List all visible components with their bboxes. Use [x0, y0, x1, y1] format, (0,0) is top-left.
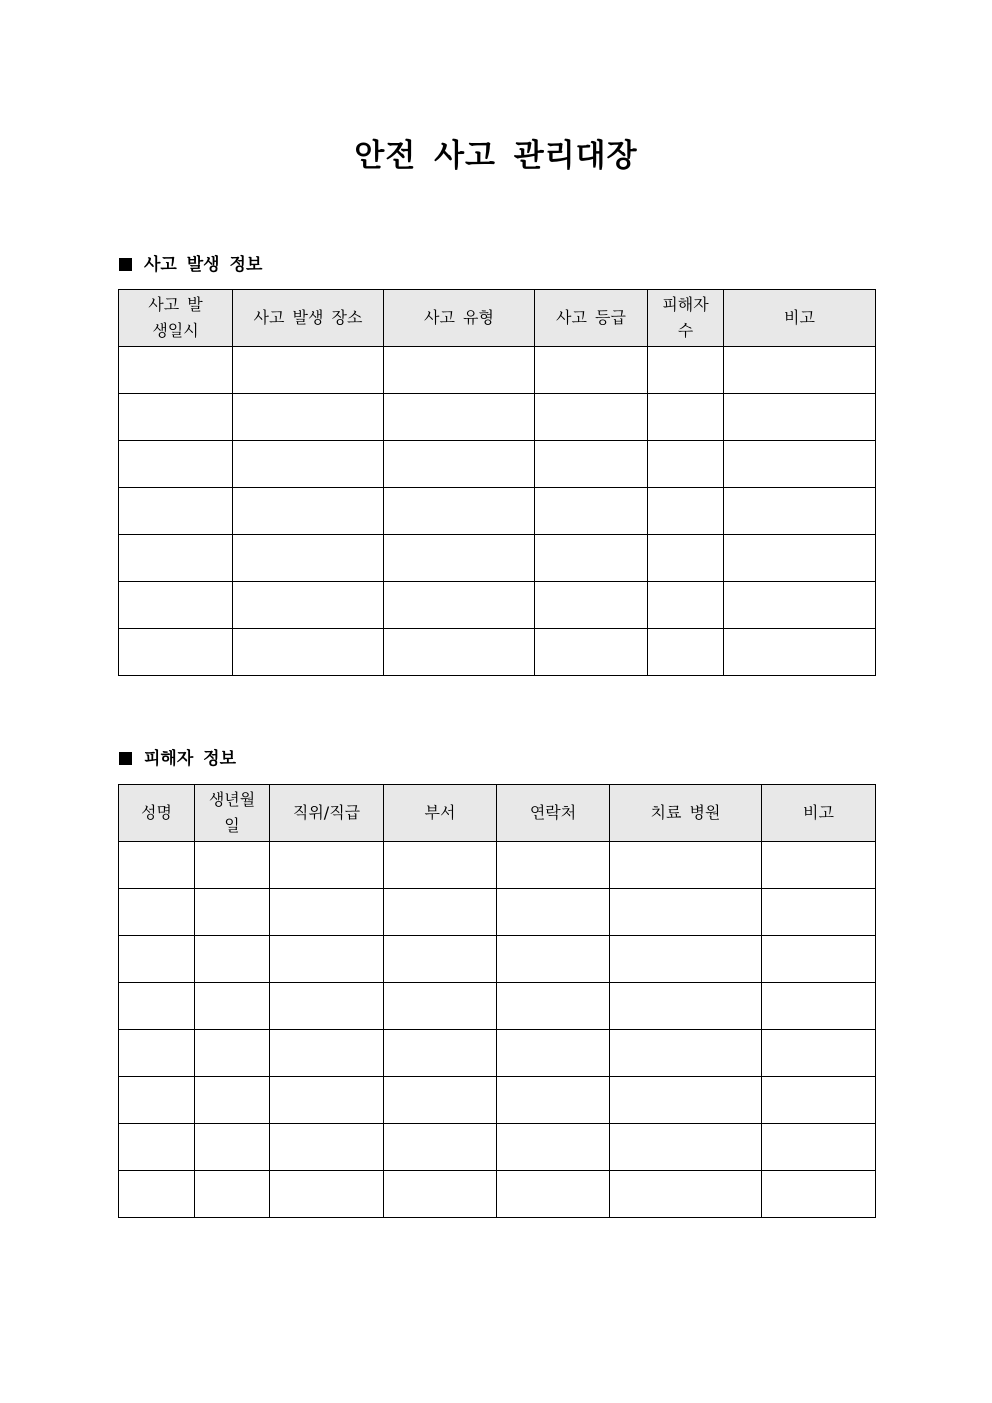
table-cell[interactable] — [119, 488, 233, 535]
table-cell[interactable] — [384, 394, 535, 441]
table-cell[interactable] — [195, 983, 270, 1030]
table-cell[interactable] — [384, 936, 497, 983]
accident-info-table — [118, 289, 876, 676]
table-row — [119, 394, 876, 441]
col-header-birthdate: 생년월일 — [195, 785, 270, 842]
table-cell[interactable] — [762, 983, 876, 1030]
table-cell[interactable] — [497, 842, 610, 889]
table-cell[interactable] — [648, 347, 724, 394]
table-cell[interactable] — [648, 582, 724, 629]
table-cell[interactable] — [270, 1171, 384, 1218]
table-cell[interactable] — [119, 1171, 195, 1218]
table-cell[interactable] — [195, 1077, 270, 1124]
table-cell[interactable] — [195, 1171, 270, 1218]
table-cell[interactable] — [119, 842, 195, 889]
table-cell[interactable] — [270, 889, 384, 936]
table-cell[interactable] — [724, 441, 876, 488]
table-row — [119, 1077, 876, 1124]
table-cell[interactable] — [119, 629, 233, 676]
table-cell[interactable] — [610, 936, 762, 983]
accident-info-heading — [119, 253, 262, 277]
table-cell[interactable] — [233, 535, 384, 582]
table-cell[interactable] — [762, 1077, 876, 1124]
col-header-grade: 사고 등급 — [535, 290, 648, 347]
table-cell[interactable] — [648, 535, 724, 582]
table-cell[interactable] — [384, 441, 535, 488]
table-cell[interactable] — [195, 1030, 270, 1077]
table-row — [119, 441, 876, 488]
col-header-position: 직위/직급 — [270, 785, 384, 842]
table-cell[interactable] — [610, 983, 762, 1030]
table-row — [119, 889, 876, 936]
col-header-datetime: 사고 발생일시 — [119, 290, 233, 347]
table-row — [119, 629, 876, 676]
accident-header-row — [119, 290, 876, 347]
table-row — [119, 842, 876, 889]
table-cell[interactable] — [270, 983, 384, 1030]
table-cell[interactable] — [270, 936, 384, 983]
table-cell[interactable] — [648, 441, 724, 488]
table-row — [119, 1124, 876, 1171]
table-cell[interactable] — [195, 889, 270, 936]
table-cell[interactable] — [195, 936, 270, 983]
table-cell[interactable] — [119, 1124, 195, 1171]
victim-info-heading — [119, 747, 236, 771]
table-cell[interactable] — [497, 936, 610, 983]
table-cell[interactable] — [762, 1124, 876, 1171]
table-cell[interactable] — [384, 842, 497, 889]
table-cell[interactable] — [648, 488, 724, 535]
table-row — [119, 347, 876, 394]
table-cell[interactable] — [233, 394, 384, 441]
table-cell[interactable] — [610, 1171, 762, 1218]
table-cell[interactable] — [119, 1030, 195, 1077]
table-cell[interactable] — [535, 441, 648, 488]
accident-table-body — [119, 347, 876, 676]
accident-info-heading-text: 사고 발생 정보 — [144, 255, 263, 275]
square-bullet-icon — [119, 258, 132, 271]
table-cell[interactable] — [384, 1124, 497, 1171]
table-cell[interactable] — [762, 1030, 876, 1077]
table-cell[interactable] — [610, 1124, 762, 1171]
col-header-remarks: 비고 — [724, 290, 876, 347]
table-row — [119, 1171, 876, 1218]
table-row — [119, 488, 876, 535]
table-cell[interactable] — [384, 582, 535, 629]
table-cell[interactable] — [497, 983, 610, 1030]
table-cell[interactable] — [119, 983, 195, 1030]
col-header-victim-count: 피해자 수 — [648, 290, 724, 347]
victim-info-heading-text: 피해자 정보 — [144, 749, 237, 769]
table-cell[interactable] — [384, 983, 497, 1030]
col-header-type: 사고 유형 — [384, 290, 535, 347]
table-cell[interactable] — [384, 1030, 497, 1077]
table-cell[interactable] — [535, 394, 648, 441]
table-cell[interactable] — [195, 842, 270, 889]
table-cell[interactable] — [610, 1030, 762, 1077]
table-cell[interactable] — [119, 347, 233, 394]
victim-header-row — [119, 785, 876, 842]
col-header-remarks: 비고 — [762, 785, 876, 842]
table-cell[interactable] — [535, 347, 648, 394]
table-cell[interactable] — [195, 1124, 270, 1171]
col-header-department: 부서 — [384, 785, 497, 842]
table-cell[interactable] — [648, 629, 724, 676]
table-cell[interactable] — [233, 488, 384, 535]
table-cell[interactable] — [119, 936, 195, 983]
table-cell[interactable] — [270, 1030, 384, 1077]
table-cell[interactable] — [497, 1030, 610, 1077]
table-row — [119, 1030, 876, 1077]
table-cell[interactable] — [119, 394, 233, 441]
table-cell[interactable] — [233, 441, 384, 488]
table-cell[interactable] — [384, 889, 497, 936]
table-cell[interactable] — [119, 441, 233, 488]
table-cell[interactable] — [724, 488, 876, 535]
table-cell[interactable] — [384, 629, 535, 676]
table-cell[interactable] — [384, 535, 535, 582]
table-cell[interactable] — [648, 394, 724, 441]
table-cell[interactable] — [610, 1077, 762, 1124]
table-cell[interactable] — [724, 629, 876, 676]
table-cell[interactable] — [384, 488, 535, 535]
table-cell[interactable] — [535, 629, 648, 676]
table-cell[interactable] — [270, 1124, 384, 1171]
victim-info-table — [118, 784, 876, 1218]
table-cell[interactable] — [497, 1124, 610, 1171]
table-cell[interactable] — [497, 889, 610, 936]
table-row — [119, 983, 876, 1030]
table-cell[interactable] — [535, 535, 648, 582]
table-cell[interactable] — [497, 1171, 610, 1218]
table-cell[interactable] — [233, 629, 384, 676]
table-cell[interactable] — [384, 1077, 497, 1124]
table-cell[interactable] — [724, 582, 876, 629]
table-cell[interactable] — [724, 535, 876, 582]
document-title: 안전 사고 관리대장 — [354, 138, 638, 174]
table-row — [119, 936, 876, 983]
table-cell[interactable] — [384, 1171, 497, 1218]
table-cell[interactable] — [610, 889, 762, 936]
table-row — [119, 582, 876, 629]
table-cell[interactable] — [119, 889, 195, 936]
table-cell[interactable] — [270, 1077, 384, 1124]
table-cell[interactable] — [119, 535, 233, 582]
table-cell[interactable] — [119, 1077, 195, 1124]
table-cell[interactable] — [497, 1077, 610, 1124]
table-cell[interactable] — [762, 936, 876, 983]
table-cell[interactable] — [384, 347, 535, 394]
table-cell[interactable] — [535, 488, 648, 535]
table-cell[interactable] — [762, 889, 876, 936]
table-cell[interactable] — [535, 582, 648, 629]
victim-table-body — [119, 842, 876, 1218]
table-cell[interactable] — [762, 1171, 876, 1218]
table-cell[interactable] — [610, 842, 762, 889]
table-cell[interactable] — [762, 842, 876, 889]
col-header-location: 사고 발생 장소 — [233, 290, 384, 347]
table-cell[interactable] — [724, 394, 876, 441]
table-cell[interactable] — [270, 842, 384, 889]
table-row — [119, 535, 876, 582]
table-cell[interactable] — [233, 347, 384, 394]
table-cell[interactable] — [119, 582, 233, 629]
square-bullet-icon — [119, 752, 132, 765]
col-header-name: 성명 — [119, 785, 195, 842]
col-header-hospital: 치료 병원 — [610, 785, 762, 842]
table-cell[interactable] — [233, 582, 384, 629]
table-cell[interactable] — [724, 347, 876, 394]
col-header-contact: 연락처 — [497, 785, 610, 842]
